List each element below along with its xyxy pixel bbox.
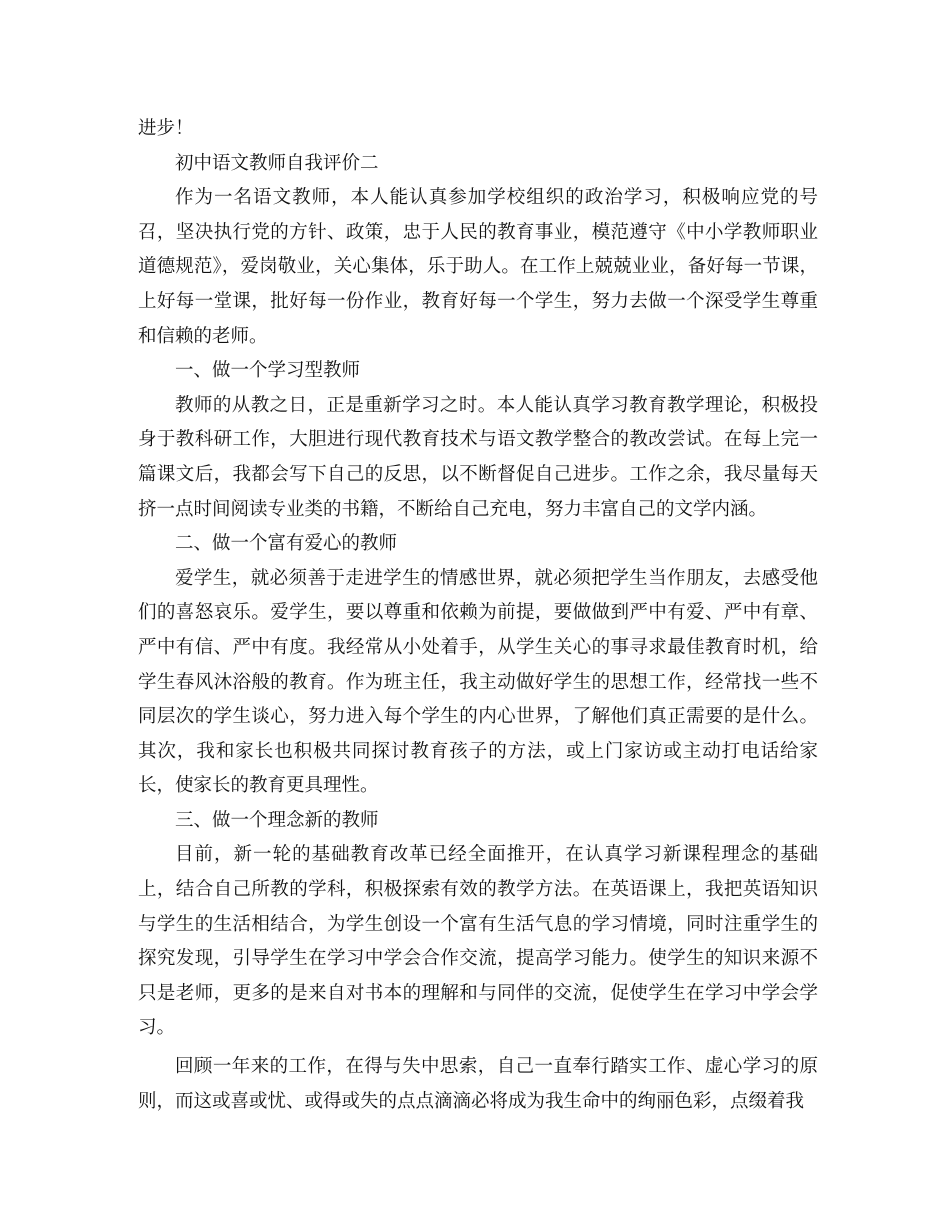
section3-paragraph: 目前，新一轮的基础教育改革已经全面推开，在认真学习新课程理念的基础上，结合自己所教的学科，积极探索有效的教学方法。在英语课上，我把英语知识与学生的生活相结合，为学生创设一个富有生活气息的学习情境，同时注重学生的探究发现，引导学生在学习中学会合作交流，提高学习能力。使学生的知识来源不只是老师，更多的是来自对书本的理解和与同伴的交流，促使学生在学习中学会学习。 bbox=[138, 844, 818, 1039]
section1-paragraph: 教师的从教之日，正是重新学习之时。本人能认真学习教育教学理论，积极投身于教科研工作，大胆进行现代教育技术与语文教学整合的教改尝试。在每上完一篇课文后，我都会写下自己的反思，以不断督促自己进步。工作之余，我尽量每天挤一点时间阅读专业类的书籍，不断给自己充电，努力丰富自己的文学内涵。 bbox=[138, 394, 818, 520]
section2-heading: 二、做一个富有爱心的教师 bbox=[175, 533, 398, 555]
intro-paragraph: 作为一名语文教师，本人能认真参加学校组织的政治学习，积极响应党的号召，坚决执行党的方针、政策，忠于人民的教育事业，模范遵守《中小学教师职业道德规范》，爱岗敬业，关心集体，乐于助人。在工作上兢兢业业，备好每一节课，上好每一堂课，批好每一份作业，教育好每一个学生，努力去做一个深受学生尊重和信赖的老师。 bbox=[138, 187, 818, 347]
section1-heading: 一、做一个学习型教师 bbox=[175, 360, 361, 382]
document-title: 初中语文教师自我评价二 bbox=[175, 152, 379, 174]
closing-paragraph: 回顾一年来的工作，在得与失中思索，自己一直奉行踏实工作、虚心学习的原则，而这或喜或忧、或得或失的点点滴滴必将成为我生命中的绚丽色彩，点缀着我 bbox=[138, 1056, 818, 1112]
section2-paragraph: 爱学生，就必须善于走进学生的情感世界，就必须把学生当作朋友，去感受他们的喜怒哀乐。爱学生，要以尊重和依赖为前提，要做做到严中有爱、严中有章、严中有信、严中有度。我经常从小处着手，从学生关心的事寻求最佳教育时机，给学生春风沐浴般的教育。作为班主任，我主动做好学生的思想工作，经常找一些不同层次的学生谈心，努力进入每个学生的内心世界，了解他们真正需要的是什么。其次，我和家长也积极共同探讨教育孩子的方法，或上门家访或主动打电话给家长，使家长的教育更具理性。 bbox=[138, 567, 818, 797]
section3-heading: 三、做一个理念新的教师 bbox=[175, 809, 379, 831]
document-body bbox=[138, 112, 818, 1119]
carryover-line: 进步！ bbox=[138, 118, 194, 139]
